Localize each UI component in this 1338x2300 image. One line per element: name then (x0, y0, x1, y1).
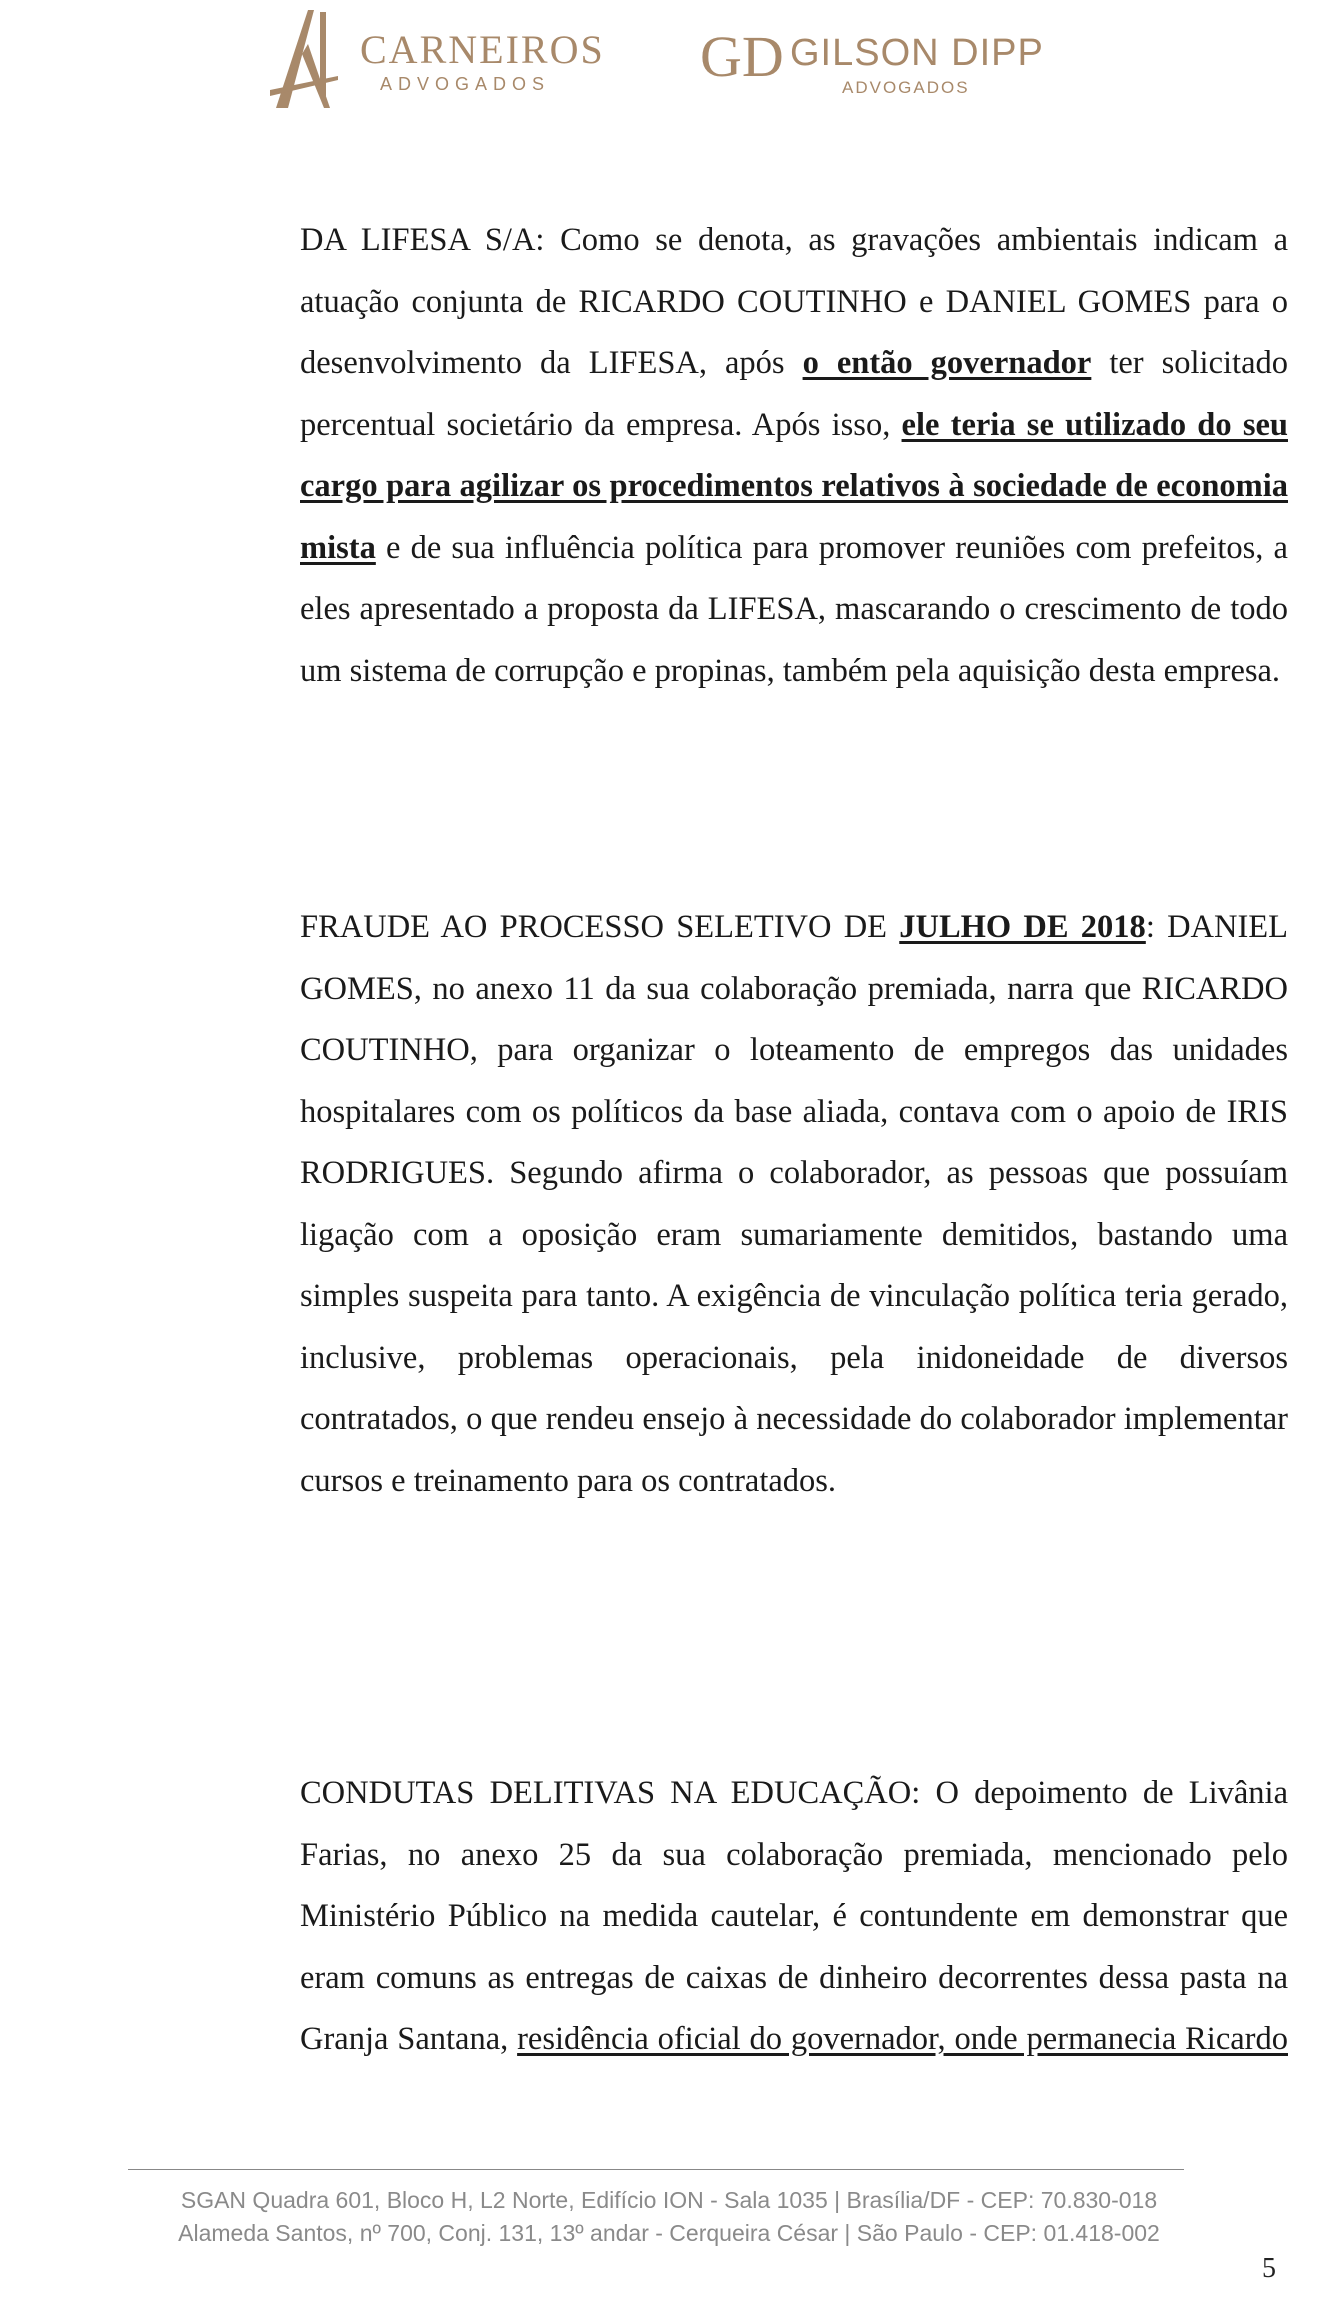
carneiros-logo-subtitle: ADVOGADOS (380, 74, 551, 94)
paragraph-lifesa-text-3: e de sua influência política para promover reuniões com prefeitos, a eles apresentado a proposta da LIFESA, mascarando o crescimento de todo um sistema de corrupção e propinas, também pela aquisição desta empresa. (300, 529, 1288, 689)
gd-monogram-icon (700, 20, 784, 100)
carneiros-logo-name: CARNEIROS (360, 27, 605, 72)
paragraph-fraude-text-2: : DANIEL GOMES, no anexo 11 da sua colaboração premiada, narra que RICARDO COUTINHO, para organizar o loteamento de empregos das unidades hospitalares com os políticos da base aliada, contava com o apoio de IRIS RODRIGUES. Segundo afirma o colaborador, as pessoas que possuíam ligação com a oposição eram sumariamente demitidos, bastando uma simples suspeita para tanto. A exigência de vinculação política teria gerado, inclusive, problemas operacionais, pela inidoneidade de diversos contratados, o que rendeu ensejo à necessidade do colaborador implementar cursos e treinamento para os contratados. (300, 909, 1289, 1499)
page-number: 5 (1262, 2253, 1276, 2284)
carneiros-emblem-icon (268, 4, 358, 114)
paragraph-educacao (300, 1763, 1288, 2071)
footer-address-brasilia: SGAN Quadra 601, Bloco H, L2 Norte, Edifício ION - Sala 1035 | Brasília/DF - CEP: 70.830-018 (180, 2187, 1158, 2213)
paragraph-educacao-text-1: CONDUTAS DELITIVAS NA EDUCAÇÃO: O depoimento de Livânia Farias, no anexo 25 da sua colaboração premiada, mencionado pelo Ministério Público na medida cautelar, é contundente em demonstrar que eram comuns as entregas de caixas de dinheiro decorrentes dessa pasta na Granja Santana, (300, 1775, 1288, 2057)
gilson-dipp-logo-name: GILSON DIPP (790, 32, 1044, 74)
paragraph-fraude-text-1: FRAUDE AO PROCESSO SELETIVO DE (300, 909, 900, 945)
gd-monogram-text: GD (700, 24, 784, 89)
gilson-dipp-logo-subtitle: ADVOGADOS (842, 78, 970, 97)
paragraph-fraude-emphasis: JULHO DE 2018 (899, 909, 1146, 945)
paragraph-lifesa (300, 210, 1288, 702)
paragraph-fraude (300, 897, 1288, 1512)
paragraph-lifesa-text-2: ter solicitado percentual societário da empresa. Após isso, (300, 345, 1288, 443)
gilson-dipp-logo (700, 20, 1044, 100)
paragraph-lifesa-emphasis-2: ele teria se utilizado do seu cargo para agilizar os procedimentos relativos à sociedade de economia mista (300, 406, 1288, 566)
footer-address-sao-paulo: Alameda Santos, nº 700, Conj. 131, 13º andar - Cerqueira César | São Paulo - CEP: 01.418-002 (178, 2220, 1160, 2246)
paragraph-lifesa-emphasis-1: o então governador (802, 345, 1092, 381)
footer-divider (128, 2169, 1184, 2170)
paragraph-educacao-underlined: residência oficial do governador, onde permanecia Ricardo (517, 2021, 1288, 2057)
paragraph-lifesa-text-1: DA LIFESA S/A: Como se denota, as gravações ambientais indicam a atuação conjunta de RICARDO COUTINHO e DANIEL GOMES para o desenvolvimento da LIFESA, após (300, 222, 1288, 381)
carneiros-logo (268, 4, 628, 114)
